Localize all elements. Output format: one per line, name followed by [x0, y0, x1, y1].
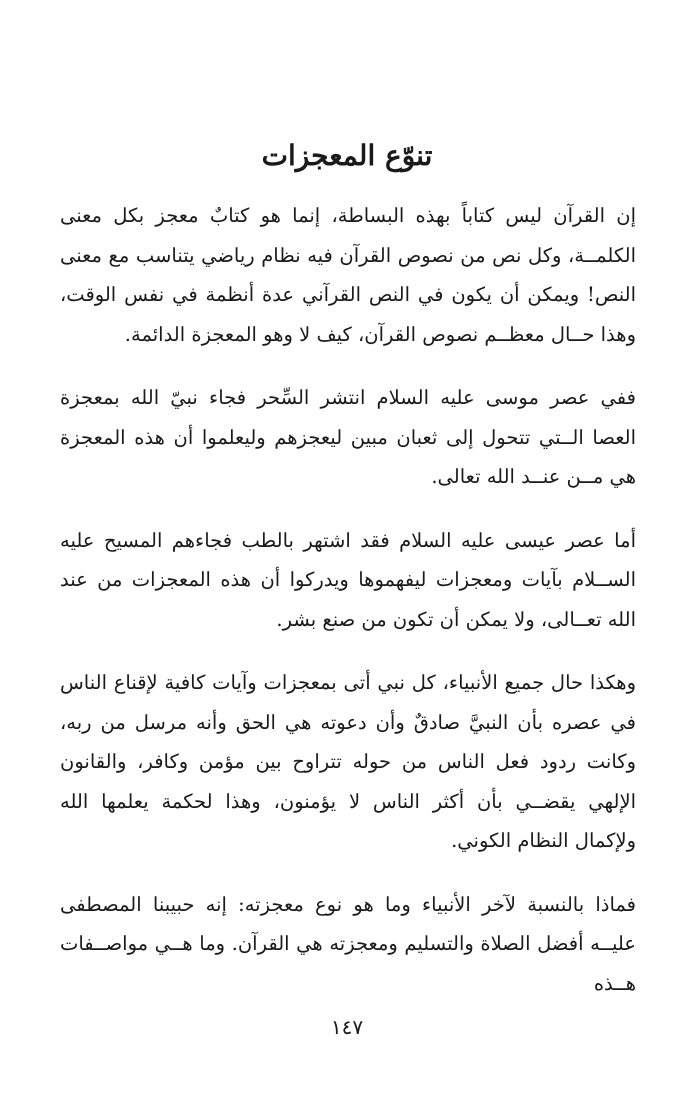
- page-title: تنوّع المعجزات: [261, 139, 433, 172]
- paragraph: ففي عصر موسى عليه السلام انتشر السِّحر فجاء نبيّ الله بمعجزة العصا الــتي تتحول إلى ثعبان مبين ليعجزهم وليعلموا أن هذه المعجزة هي مــن عنــد الله تعالى.: [60, 386, 636, 488]
- paragraph: أما عصر عيسى عليه السلام فقد اشتهر بالطب فجاءهم المسيح عليه الســلام بآيات ومعجزات ليفهموها ويدركوا أن هذه المعجزات من عند الله تعــالى، ولا يمكن أن تكون من صنع بشر.: [60, 528, 636, 631]
- page-number: ١٤٧: [330, 1015, 364, 1039]
- paragraph: إن القرآن ليس كتاباً بهذه البساطة، إنما هو كتابٌ معجز بكل معنى الكلمــة، وكل نص من نصوص القرآن فيه نظام رياضي يتناسب مع معنى النص! ويمكن أن يكون في النص القرآني عدة أنظمة في نفس الوقت، وهذا حــال معظــم نصوص القرآن، كيف لا وهو المعجزة الدائمة.: [60, 204, 636, 346]
- body-text: [60, 196, 636, 1027]
- paragraph: فماذا بالنسبة لآخر الأنبياء وما هو نوع معجزته: إنه حبيبنا المصطفى عليــه أفضل الصلاة والتسليم ومعجزته هي القرآن. وما هــي مواصــفات هــذه: [60, 892, 636, 995]
- paragraph: وهكذا حال جميع الأنبياء، كل نبي أتى بمعجزات وآيات كافية لإقناع الناس في عصره بأن النبيَّ صادقٌ وأن دعوته هي الحق وأنه مرسل من ربه، وكانت ردود فعل الناس من حوله تتراوح بين مؤمن وكافر، والقانون الإلهي يقضــي بأن أكثر الناس لا يؤمنون، وهذا لحكمة يعلمها الله ولإكمال النظام الكوني.: [60, 671, 636, 852]
